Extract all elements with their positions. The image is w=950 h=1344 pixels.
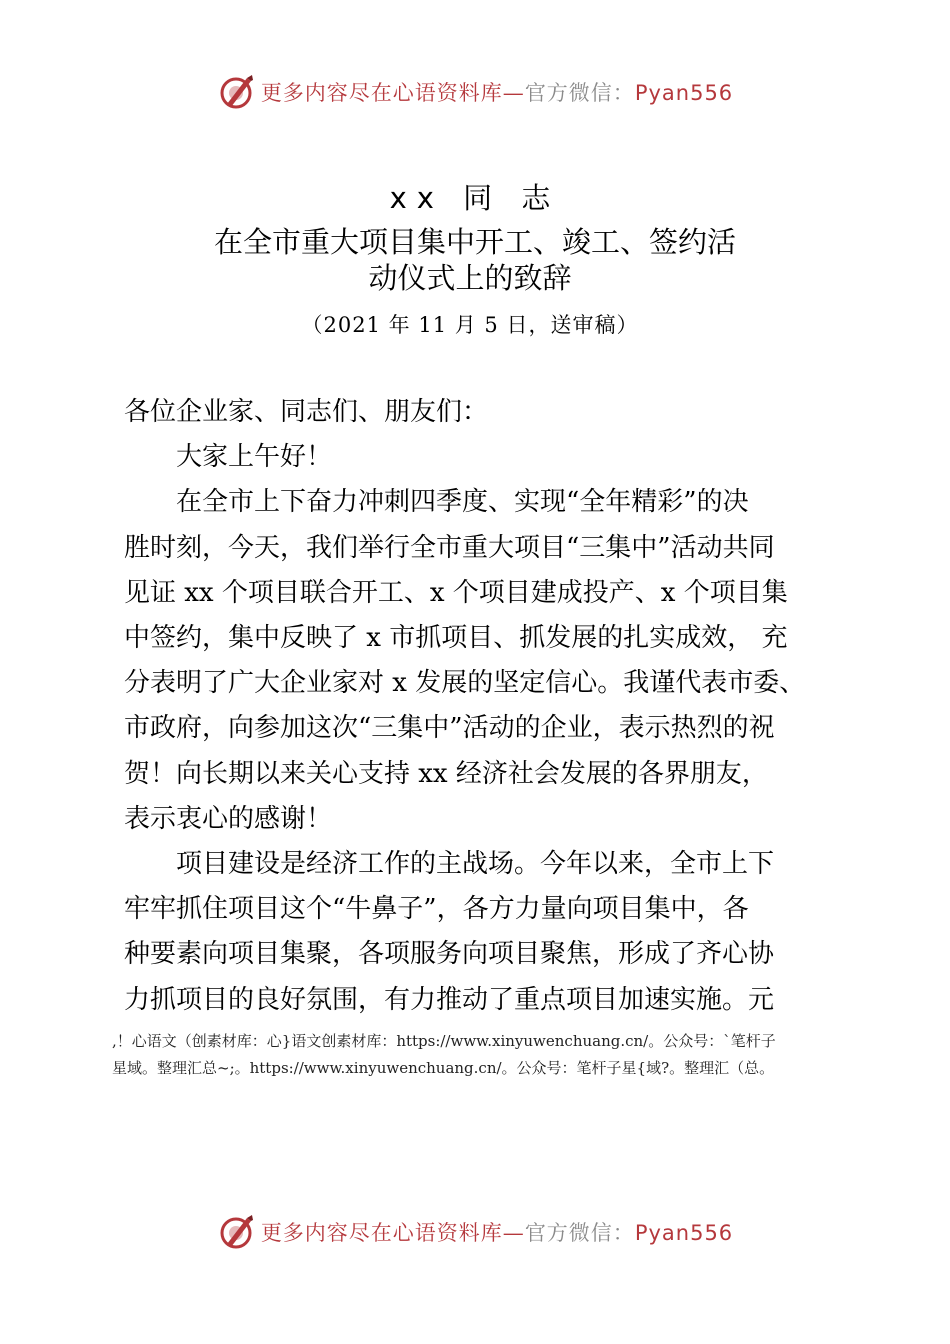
title-line-3: 动仪式上的致辞 <box>368 261 572 295</box>
body-line: 表示衷心的感谢！ <box>124 803 333 834</box>
banner-text <box>261 1217 733 1247</box>
body-line: 项目建设是经济工作的主战场。今年以来，全市上下 <box>124 849 775 880</box>
footer-banner <box>0 1210 950 1254</box>
pen-logo-icon <box>217 1212 257 1252</box>
body-line: 见证 xx 个项目联合开工、x 个项目建成投产、x 个项目集 <box>124 577 788 608</box>
body-line: 分表明了广大企业家对 x 发展的坚定信心。我谨代表市委、 <box>124 668 806 699</box>
banner-wechat-id: Pyan556 <box>634 81 734 105</box>
footnote-line-2: 星域。整理汇总~;。https://www.xinyuwenchuang.cn/。公众号：笔杆子星{域?。整理汇（总。 <box>112 1059 775 1077</box>
banner-wechat-label: 官方微信： <box>524 81 635 105</box>
banner-wechat-label: 官方微信： <box>524 1221 635 1245</box>
banner-main-text: 更多内容尽在心语资料库— <box>260 1221 525 1245</box>
body-line: 中签约，集中反映了 x 市抓项目、抓发展的扎实成效， 充 <box>124 623 788 654</box>
body-line: 在全市上下奋力冲刺四季度、实现“全年精彩”的决 <box>124 487 749 518</box>
body-line: 力抓项目的良好氛围，有力推动了重点项目加速实施。元 <box>124 984 775 1015</box>
body-line: 市政府，向参加这次“三集中”活动的企业，表示热烈的祝 <box>124 713 775 744</box>
body-line: 胜时刻，今天，我们举行全市重大项目“三集中”活动共同 <box>124 532 775 563</box>
body-line: 种要素向项目集聚，各项服务向项目聚焦，形成了齐心协 <box>124 939 775 970</box>
body-line: 牢牢抓住项目这个“牛鼻子”，各方力量向项目集中，各 <box>124 894 749 925</box>
footnote-line-1: ,！心语文（创素材库：心}语文创素材库：https://www.xinyuwenchuang.cn/。公众号：`笔杆子 <box>112 1032 776 1050</box>
document-title <box>0 178 950 340</box>
banner-main-text: 更多内容尽在心语资料库— <box>260 81 525 105</box>
source-footnote <box>112 1028 882 1082</box>
body-line: 各位企业家、同志们、朋友们： <box>124 397 489 427</box>
speech-body <box>124 390 844 1023</box>
title-line-1: xx 同 志 <box>389 181 561 215</box>
body-line: 贺！向长期以来关心支持 xx 经济社会发展的各界朋友， <box>124 758 768 789</box>
header-banner <box>0 70 950 114</box>
banner-wechat-id: Pyan556 <box>634 1221 734 1245</box>
body-line: 大家上午好！ <box>124 442 333 473</box>
title-line-2: 在全市重大项目集中开工、竣工、签约活 <box>213 225 736 259</box>
pen-logo-icon <box>217 72 257 112</box>
banner-text <box>261 77 733 107</box>
document-date: （2021 年 11 月 5 日，送审稿） <box>301 313 639 337</box>
